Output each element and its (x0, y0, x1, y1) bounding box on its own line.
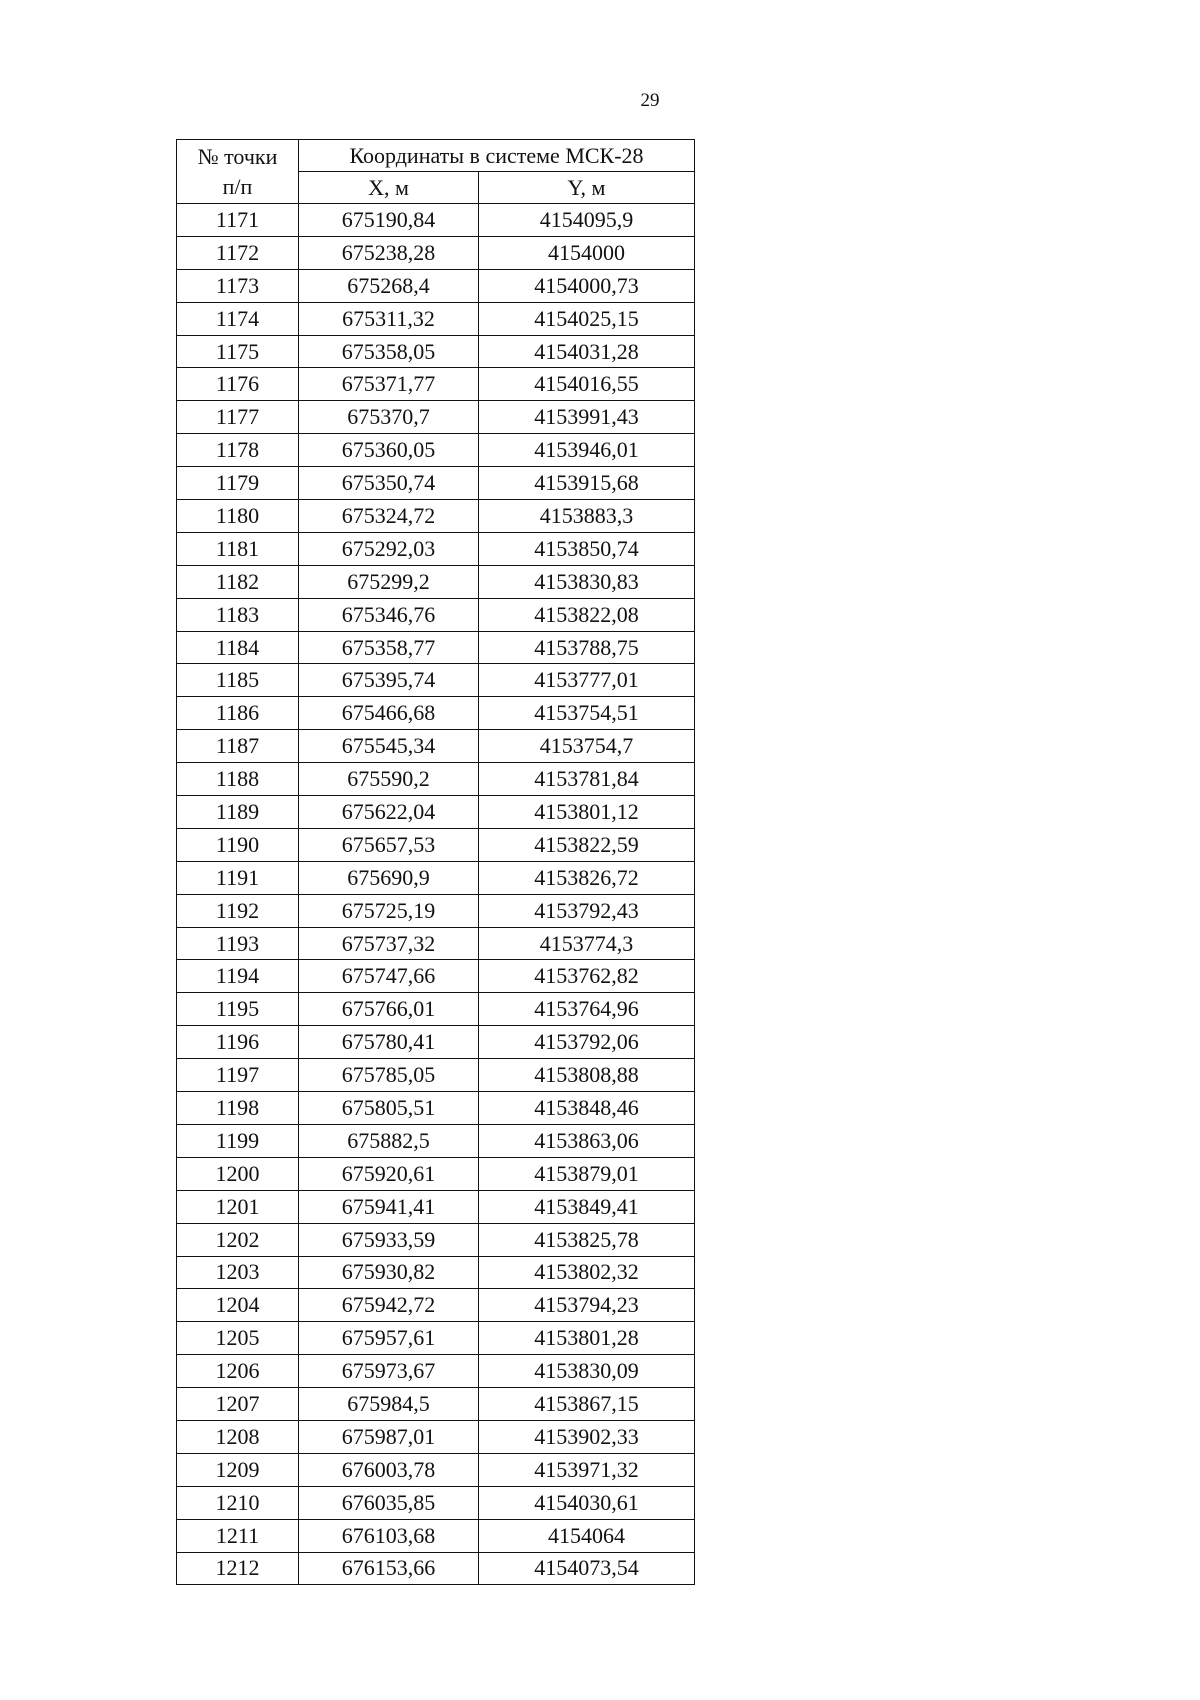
point-number-cell: 1191 (177, 861, 299, 894)
table-row (177, 664, 695, 697)
table-row (177, 1552, 695, 1585)
y-coordinate-cell: 4153830,83 (479, 565, 695, 598)
point-number-cell: 1197 (177, 1059, 299, 1092)
x-coordinate-cell: 676153,66 (299, 1552, 479, 1585)
x-coordinate-cell: 676035,85 (299, 1486, 479, 1519)
table-row (177, 1486, 695, 1519)
table-row (177, 1124, 695, 1157)
point-number-header-line2: п/п (222, 173, 253, 199)
table-row (177, 565, 695, 598)
point-number-cell: 1185 (177, 664, 299, 697)
y-column-header: Y, м (479, 172, 695, 204)
x-coordinate-cell: 675973,67 (299, 1355, 479, 1388)
table-body (177, 204, 695, 1585)
y-coordinate-cell: 4153863,06 (479, 1124, 695, 1157)
point-number-cell: 1201 (177, 1190, 299, 1223)
table-row (177, 861, 695, 894)
coordinates-table (176, 139, 695, 1585)
x-coordinate-cell: 675805,51 (299, 1092, 479, 1125)
x-coordinate-cell: 675920,61 (299, 1157, 479, 1190)
point-number-cell: 1199 (177, 1124, 299, 1157)
x-coordinate-cell: 675238,28 (299, 236, 479, 269)
point-number-cell: 1202 (177, 1223, 299, 1256)
x-coordinate-cell: 675957,61 (299, 1322, 479, 1355)
y-coordinate-cell: 4153764,96 (479, 993, 695, 1026)
point-number-cell: 1198 (177, 1092, 299, 1125)
point-number-cell: 1204 (177, 1289, 299, 1322)
y-coordinate-cell: 4153801,28 (479, 1322, 695, 1355)
table-row (177, 1223, 695, 1256)
y-coordinate-cell: 4153867,15 (479, 1388, 695, 1421)
point-number-cell: 1212 (177, 1552, 299, 1585)
y-coordinate-cell: 4153788,75 (479, 631, 695, 664)
table-row (177, 828, 695, 861)
x-coordinate-cell: 675324,72 (299, 500, 479, 533)
point-number-cell: 1174 (177, 302, 299, 335)
table-row (177, 204, 695, 237)
table-row (177, 1157, 695, 1190)
point-number-cell: 1183 (177, 598, 299, 631)
table-header (177, 140, 695, 204)
point-number-cell: 1190 (177, 828, 299, 861)
x-coordinate-cell: 675933,59 (299, 1223, 479, 1256)
table-row (177, 1519, 695, 1552)
table-row (177, 598, 695, 631)
point-number-cell: 1172 (177, 236, 299, 269)
y-coordinate-cell: 4153792,43 (479, 894, 695, 927)
point-number-cell: 1196 (177, 1026, 299, 1059)
y-coordinate-cell: 4153754,51 (479, 697, 695, 730)
y-coordinate-cell: 4153802,32 (479, 1256, 695, 1289)
y-coordinate-cell: 4153781,84 (479, 763, 695, 796)
y-coordinate-cell: 4153991,43 (479, 401, 695, 434)
x-coordinate-cell: 675737,32 (299, 927, 479, 960)
x-coordinate-cell: 675590,2 (299, 763, 479, 796)
y-coordinate-cell: 4154073,54 (479, 1552, 695, 1585)
point-number-cell: 1195 (177, 993, 299, 1026)
y-coordinate-cell: 4154064 (479, 1519, 695, 1552)
table-row (177, 1190, 695, 1223)
point-number-cell: 1194 (177, 960, 299, 993)
point-number-cell: 1206 (177, 1355, 299, 1388)
x-coordinate-cell: 675371,77 (299, 368, 479, 401)
x-coordinate-cell: 675292,03 (299, 532, 479, 565)
table-row (177, 1355, 695, 1388)
table-row (177, 894, 695, 927)
point-number-cell: 1188 (177, 763, 299, 796)
y-coordinate-cell: 4154025,15 (479, 302, 695, 335)
y-coordinate-cell: 4153883,3 (479, 500, 695, 533)
x-coordinate-cell: 675725,19 (299, 894, 479, 927)
point-number-cell: 1184 (177, 631, 299, 664)
x-coordinate-cell: 675882,5 (299, 1124, 479, 1157)
x-coordinate-cell: 675358,77 (299, 631, 479, 664)
table-row (177, 467, 695, 500)
point-number-cell: 1205 (177, 1322, 299, 1355)
point-number-cell: 1179 (177, 467, 299, 500)
point-number-cell: 1209 (177, 1453, 299, 1486)
x-coordinate-cell: 675657,53 (299, 828, 479, 861)
table-row (177, 335, 695, 368)
x-column-header: X, м (299, 172, 479, 204)
point-number-cell: 1180 (177, 500, 299, 533)
table-row (177, 993, 695, 1026)
point-number-cell: 1182 (177, 565, 299, 598)
table-row (177, 1256, 695, 1289)
table-row (177, 1322, 695, 1355)
x-coordinate-cell: 675984,5 (299, 1388, 479, 1421)
table-row (177, 401, 695, 434)
x-coordinate-cell: 675466,68 (299, 697, 479, 730)
y-coordinate-cell: 4153808,88 (479, 1059, 695, 1092)
point-number-cell: 1192 (177, 894, 299, 927)
y-coordinate-cell: 4153822,59 (479, 828, 695, 861)
point-number-cell: 1176 (177, 368, 299, 401)
y-coordinate-cell: 4153774,3 (479, 927, 695, 960)
y-coordinate-cell: 4153971,32 (479, 1453, 695, 1486)
y-coordinate-cell: 4153754,7 (479, 730, 695, 763)
point-number-cell: 1187 (177, 730, 299, 763)
x-coordinate-cell: 675190,84 (299, 204, 479, 237)
x-coordinate-cell: 676103,68 (299, 1519, 479, 1552)
table-row (177, 631, 695, 664)
y-coordinate-cell: 4153822,08 (479, 598, 695, 631)
x-coordinate-cell: 675358,05 (299, 335, 479, 368)
point-number-cell: 1175 (177, 335, 299, 368)
point-number-cell: 1173 (177, 269, 299, 302)
table-row (177, 500, 695, 533)
table-row (177, 1453, 695, 1486)
table-row (177, 763, 695, 796)
table-row (177, 236, 695, 269)
y-coordinate-cell: 4153825,78 (479, 1223, 695, 1256)
table-row (177, 1092, 695, 1125)
point-number-cell: 1171 (177, 204, 299, 237)
y-coordinate-cell: 4153849,41 (479, 1190, 695, 1223)
x-coordinate-cell: 675268,4 (299, 269, 479, 302)
y-coordinate-cell: 4153915,68 (479, 467, 695, 500)
x-coordinate-cell: 675766,01 (299, 993, 479, 1026)
point-number-cell: 1186 (177, 697, 299, 730)
x-coordinate-cell: 675346,76 (299, 598, 479, 631)
y-coordinate-cell: 4154000,73 (479, 269, 695, 302)
table-row (177, 1420, 695, 1453)
table-row (177, 697, 695, 730)
x-coordinate-cell: 675350,74 (299, 467, 479, 500)
y-coordinate-cell: 4154016,55 (479, 368, 695, 401)
y-coordinate-cell: 4154031,28 (479, 335, 695, 368)
x-coordinate-cell: 675785,05 (299, 1059, 479, 1092)
point-number-cell: 1207 (177, 1388, 299, 1421)
table-row (177, 1289, 695, 1322)
x-coordinate-cell: 675360,05 (299, 434, 479, 467)
table-row (177, 269, 695, 302)
table-row (177, 532, 695, 565)
y-coordinate-cell: 4153792,06 (479, 1026, 695, 1059)
table-row (177, 1026, 695, 1059)
page-number: 29 (640, 90, 660, 111)
x-coordinate-cell: 675622,04 (299, 796, 479, 829)
y-coordinate-cell: 4153850,74 (479, 532, 695, 565)
table-row (177, 368, 695, 401)
y-coordinate-cell: 4153830,09 (479, 1355, 695, 1388)
point-number-header-line1: № точки (197, 143, 278, 169)
table-row (177, 796, 695, 829)
y-coordinate-cell: 4154095,9 (479, 204, 695, 237)
point-number-cell: 1177 (177, 401, 299, 434)
y-coordinate-cell: 4153946,01 (479, 434, 695, 467)
table-row (177, 730, 695, 763)
x-coordinate-cell: 675311,32 (299, 302, 479, 335)
x-coordinate-cell: 675545,34 (299, 730, 479, 763)
x-coordinate-cell: 675395,74 (299, 664, 479, 697)
point-number-cell: 1189 (177, 796, 299, 829)
x-coordinate-cell: 675747,66 (299, 960, 479, 993)
point-number-cell: 1208 (177, 1420, 299, 1453)
x-coordinate-cell: 675780,41 (299, 1026, 479, 1059)
x-coordinate-cell: 675930,82 (299, 1256, 479, 1289)
table-row (177, 1059, 695, 1092)
point-number-cell: 1178 (177, 434, 299, 467)
table-row (177, 960, 695, 993)
y-coordinate-cell: 4153879,01 (479, 1157, 695, 1190)
table-row (177, 927, 695, 960)
coordinate-system-header: Координаты в системе МСК-28 (299, 140, 695, 172)
x-coordinate-cell: 676003,78 (299, 1453, 479, 1486)
point-number-cell: 1181 (177, 532, 299, 565)
y-coordinate-cell: 4153794,23 (479, 1289, 695, 1322)
point-number-cell: 1193 (177, 927, 299, 960)
x-coordinate-cell: 675987,01 (299, 1420, 479, 1453)
point-number-header (177, 140, 299, 204)
y-coordinate-cell: 4153826,72 (479, 861, 695, 894)
x-coordinate-cell: 675690,9 (299, 861, 479, 894)
x-coordinate-cell: 675299,2 (299, 565, 479, 598)
table-row (177, 434, 695, 467)
y-coordinate-cell: 4154030,61 (479, 1486, 695, 1519)
y-coordinate-cell: 4153801,12 (479, 796, 695, 829)
x-coordinate-cell: 675370,7 (299, 401, 479, 434)
y-coordinate-cell: 4153762,82 (479, 960, 695, 993)
table-row (177, 1388, 695, 1421)
point-number-cell: 1211 (177, 1519, 299, 1552)
point-number-cell: 1200 (177, 1157, 299, 1190)
y-coordinate-cell: 4153777,01 (479, 664, 695, 697)
y-coordinate-cell: 4154000 (479, 236, 695, 269)
table-row (177, 302, 695, 335)
x-coordinate-cell: 675941,41 (299, 1190, 479, 1223)
y-coordinate-cell: 4153902,33 (479, 1420, 695, 1453)
y-coordinate-cell: 4153848,46 (479, 1092, 695, 1125)
point-number-cell: 1210 (177, 1486, 299, 1519)
point-number-cell: 1203 (177, 1256, 299, 1289)
x-coordinate-cell: 675942,72 (299, 1289, 479, 1322)
